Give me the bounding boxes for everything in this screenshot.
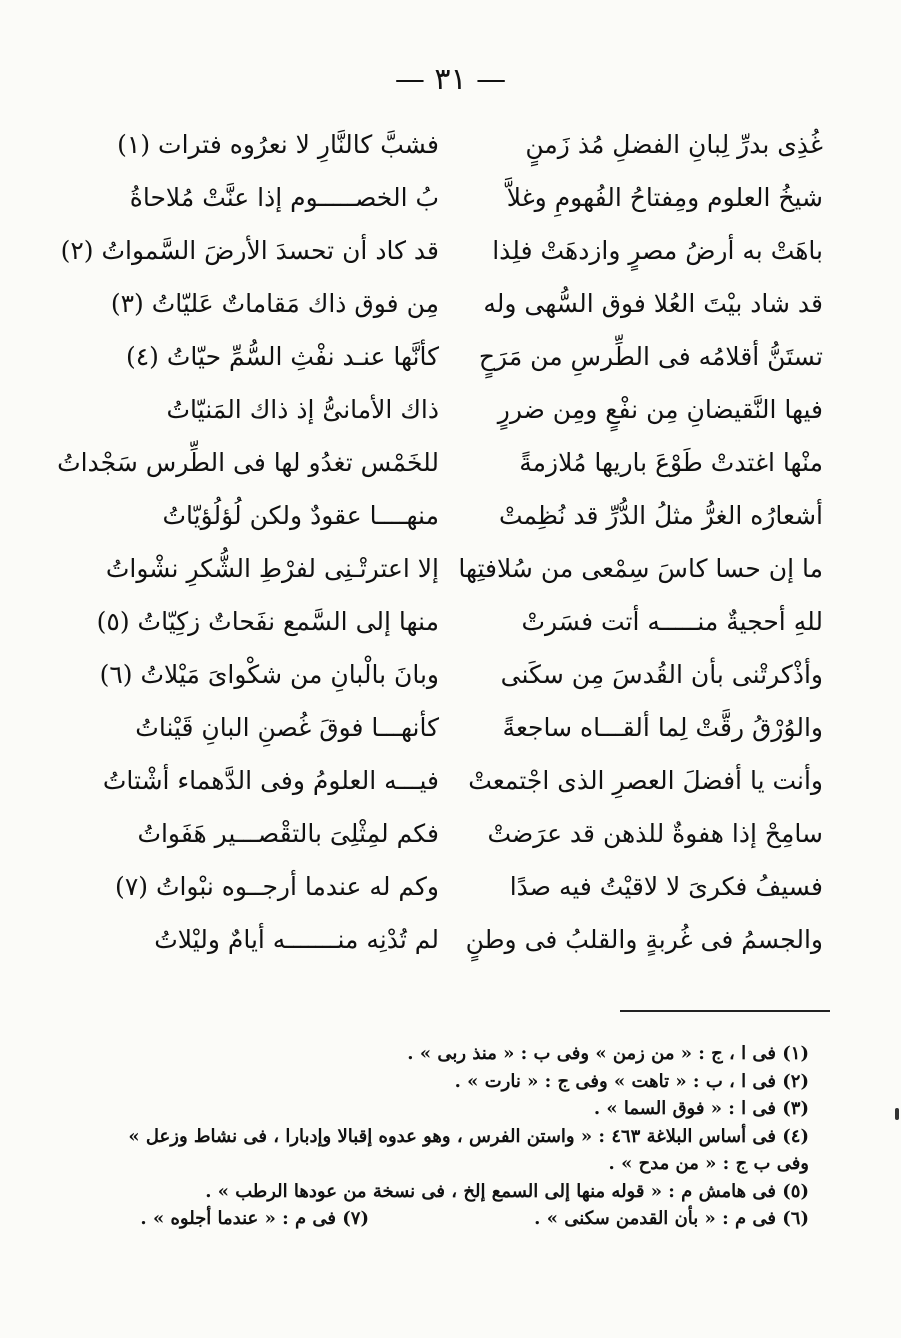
verse-first-hemistich: والجسمُ فى غُربةٍ والقلبُ فى وطنٍ xyxy=(465,925,823,954)
verse-second-hemistich: لم تُدْنِه منـــــــه أيامٌ وليْلاتُ xyxy=(154,925,439,954)
verse xyxy=(0,279,901,329)
verse-second-hemistich: بُ الخصـــــوم إذا عنَّتْ مُلاحاةُ xyxy=(129,183,439,212)
verse-first-hemistich: ما إن حسا كاسَ سِمْعى من سُلافتِها xyxy=(458,554,823,583)
verse-second-hemistich: كأنَّها عنـد نفْثِ السُّمِّ حيّاتُ (٤) xyxy=(125,342,439,371)
verse-first-hemistich: قد شاد بيْتَ العُلا فوق السُّهى وله xyxy=(483,289,823,318)
verse xyxy=(0,491,901,541)
verse-first-hemistich: للهِ أحجيةٌ منـــــه أتت فسَرتْ xyxy=(521,607,823,636)
page-number: — ٣١ — xyxy=(394,62,507,97)
verse xyxy=(0,650,901,700)
verse xyxy=(0,703,901,753)
footnote: (١) فى ا ، ج : « من زمن » وفى ب : « منذ ربى » . xyxy=(407,1043,809,1064)
verse xyxy=(0,173,901,223)
footnotes xyxy=(89,1040,809,1233)
verse-second-hemistich: فيـــه العلومُ وفى الدَّهماء أشْتاتُ xyxy=(102,766,439,795)
verse-second-hemistich: فشبَّ كالنَّارِ لا نعرُوه فترات (١) xyxy=(117,130,439,159)
verse xyxy=(0,332,901,382)
footnote: (٥) فى هامش م : « قوله منها إلى السمع إلخ ، فى نسخة من عودها الرطب » . xyxy=(205,1180,809,1202)
verse xyxy=(0,597,901,647)
verse-second-hemistich: كأنهـــا فوقَ غُصنِ البانِ قَيْناتُ xyxy=(135,713,439,742)
verse-first-hemistich: غُذِى بدرِّ لِبانِ الفضلِ مُذ زَمنٍ xyxy=(525,130,823,159)
footnote: (٢) فى ا ، ب : « تاهت » وفى ج : « نارت » . xyxy=(454,1070,809,1092)
verse-first-hemistich: شيخُ العلوم ومِفتاحُ الفُهومِ وغلاَّ xyxy=(506,183,823,212)
footnote-row xyxy=(89,1205,809,1233)
verse xyxy=(0,915,901,965)
footnote: (٧) فى م : « عندما أجلوه » . xyxy=(140,1208,369,1229)
verse xyxy=(0,438,901,488)
verse-second-hemistich: قد كاد أن تحسدَ الأرضَ السَّمواتُ (٢) xyxy=(60,236,439,265)
verse-first-hemistich: تستَنُّ أقلامُه فى الطِّرسِ من مَرَحٍ xyxy=(478,342,823,371)
verse-first-hemistich: فسيفُ فكرىَ لا لاقيْتُ فيه صدًا xyxy=(509,872,823,901)
verse xyxy=(0,862,901,912)
verse-second-hemistich: إلا اعترتْـنِى لفرْطِ الشُّكرِ نشْواتُ xyxy=(105,554,439,583)
verse xyxy=(0,544,901,594)
verse-first-hemistich: أشعارُه الغرُّ مثلُ الدُّرِّ قد نُظِمتْ xyxy=(498,501,823,530)
verse-second-hemistich: وبانَ بالْبانِ من شكْواىَ مَيْلاتُ (٦) xyxy=(99,660,439,689)
verse-first-hemistich: باهَتْ به أرضُ مصرٍ وازدهَتْ فلِذا xyxy=(492,236,823,265)
verse-second-hemistich: منها إلى السَّمع نفَحاتٌ زكِيّاتُ (٥) xyxy=(96,607,439,636)
verse-first-hemistich: منْها اغتدتْ طَوْعَ باريها مُلازمةً xyxy=(519,448,823,477)
verse-second-hemistich: للخَمْس تغدُو لها فى الطِّرس سَجْداتُ xyxy=(57,448,439,477)
verse-second-hemistich: وكم له عندما أرجــوه نبْواتُ (٧) xyxy=(115,872,439,901)
footnote-separator-rule xyxy=(620,1010,830,1012)
verse-first-hemistich: والوُرْقُ رقَّتْ لِما ألقـــاه ساجعةً xyxy=(502,713,823,742)
verse xyxy=(0,385,901,435)
footnote: (٤) فى أساس البلاغة ٤٦٣ : « واستن الفرس ، وهو عدوه إقبالا وإدبارا ، فى نشاط وزعل » xyxy=(128,1125,809,1147)
verse-second-hemistich: فكم لمِثْلِىَ بالتقْصـــير هَفَواتُ xyxy=(137,819,439,848)
verse xyxy=(0,809,901,859)
verse xyxy=(0,120,901,170)
verse-second-hemistich: منهــــا عقودٌ ولكن لُؤلُؤيّاتُ xyxy=(162,501,439,530)
footnote: (٣) فى ا : « فوق السما » . xyxy=(593,1098,809,1119)
verse-first-hemistich: سامِحْ إذا هفوةٌ للذهن قد عرَضتْ xyxy=(487,819,823,848)
verse-second-hemistich: ذاك الأمانىُّ إذ ذاك المَنيّاتُ xyxy=(166,395,439,424)
verse-second-hemistich: مِن فوق ذاك مَقاماتٌ عَليّاتُ (٣) xyxy=(110,289,439,318)
verse-first-hemistich: فيها النَّقيضانِ مِن نفْعٍ ومِن ضررٍ xyxy=(497,395,823,424)
footnote-continuation: وفى ب ج : « من مدح » . xyxy=(608,1153,809,1174)
verse xyxy=(0,226,901,276)
footnote: (٦) فى م : « بأن القدمن سكنى » . xyxy=(534,1208,809,1229)
verse xyxy=(0,756,901,806)
verse-first-hemistich: وأذْكرتْنى بأن القُدسَ مِن سكَنى xyxy=(500,660,823,689)
page-edge-mark xyxy=(895,1108,899,1120)
verse-first-hemistich: وأنت يا أفضلَ العصرِ الذى اجْتمعتْ xyxy=(468,766,823,795)
